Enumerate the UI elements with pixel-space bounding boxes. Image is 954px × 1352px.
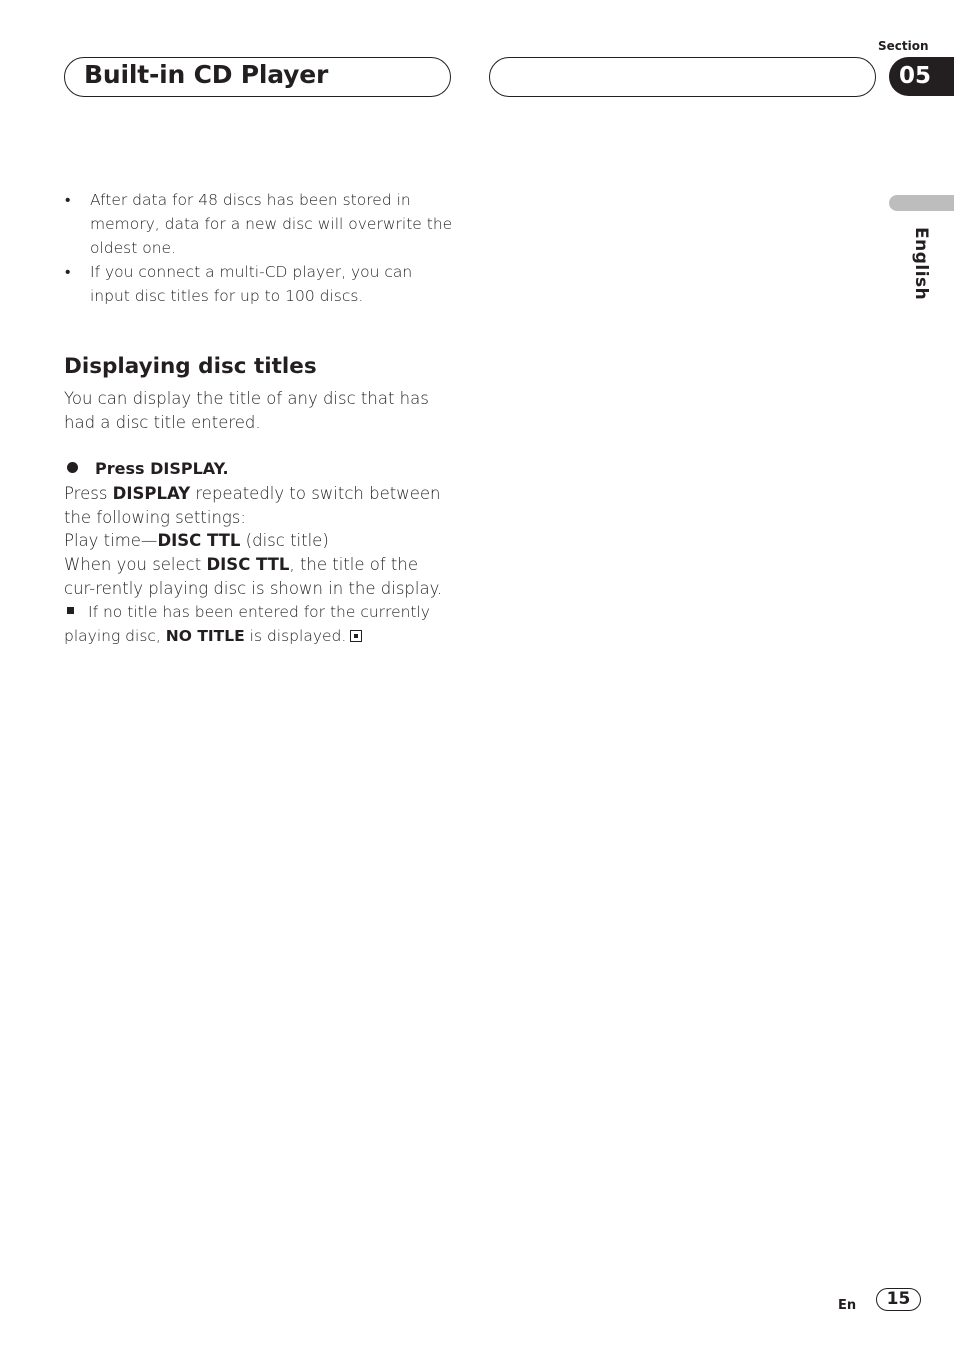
bullet-icon: • — [65, 191, 71, 209]
language-tab-marker — [889, 195, 954, 211]
language-label: English — [911, 227, 931, 301]
bullet-text: If you connect a multi-CD player, you can input disc titles for up to 100 discs. — [90, 263, 413, 305]
end-of-section-icon — [350, 630, 362, 642]
paragraph-disc-ttl: When you select DISC TTL, the title of the cur-rently playing disc is shown in the display. — [64, 555, 443, 598]
display-key-label: DISPLAY — [112, 484, 191, 503]
no-title-label: NO TITLE — [165, 627, 245, 645]
paragraph-display-settings: Press DISPLAY repeatedly to switch between the following settings: — [64, 484, 441, 527]
step-instruction — [64, 457, 229, 481]
bullet-text: After data for 48 discs has been stored in memory, data for a new disc will overwrite the oldest one. — [90, 191, 453, 257]
step-bullet-icon — [67, 462, 78, 473]
footer-language-code: En — [838, 1298, 857, 1313]
note-square-icon — [67, 607, 74, 614]
list-item — [64, 188, 454, 260]
section-number-badge: 05 — [889, 57, 954, 96]
section-heading: Displaying disc titles — [64, 354, 317, 379]
step-text: Press DISPLAY. — [95, 459, 229, 478]
page-title: Built-in CD Player — [84, 60, 329, 89]
section-intro: You can display the title of any disc that has had a disc title entered. — [64, 389, 429, 432]
list-item — [64, 260, 454, 308]
header-blank-frame — [489, 57, 876, 97]
section-label: Section — [878, 39, 929, 53]
page-number: 15 — [876, 1288, 921, 1311]
paragraph-setting-options: Play time—DISC TTL (disc title) — [64, 531, 329, 550]
info-bullet-list — [64, 188, 454, 308]
note-no-title: If no title has been entered for the currently playing disc, NO TITLE is displayed. — [64, 603, 430, 645]
disc-ttl-label: DISC TTL — [157, 531, 241, 550]
bullet-icon: • — [65, 263, 71, 281]
disc-ttl-label: DISC TTL — [206, 555, 290, 574]
